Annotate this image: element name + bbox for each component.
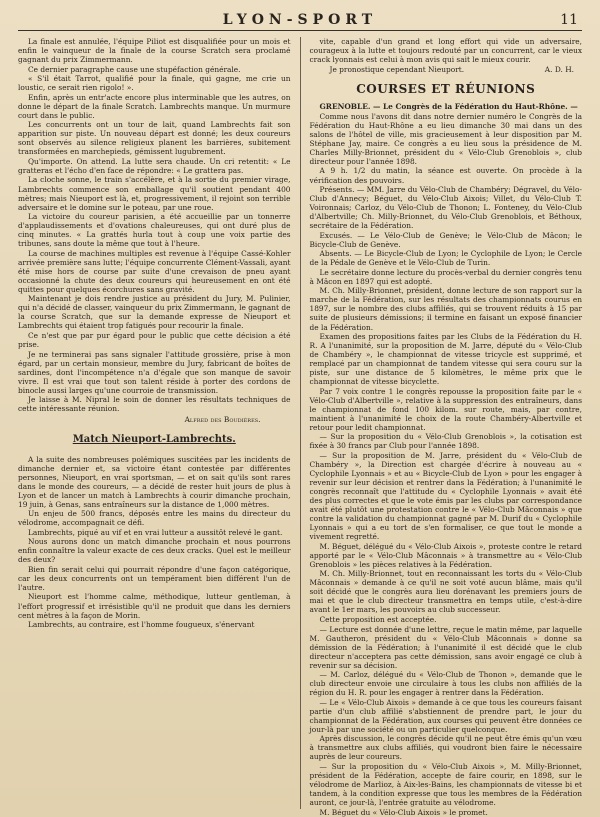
paragraph: — Sur la proposition du « Vélo-Club Aixois », M. Milly-Brionnet, président de la Fédération, accepte de faire courir, en 1898, sur le vélodrome de Marlioz, à Aix-les-Bains, les championnats de vitesse bi et tandem, à la condition expresse que tous les membres de la Fédération auront, ce jour-là, l'entrée gratuite au vélodrome. [309,762,582,808]
paragraph: Maintenant je dois rendre justice au président du Jury, M. Pulinier, qui n'a décidé de classer, vainqueur du prix Zimmermann, le gagnant de la course Scratch, que sur la demande expresse de Nieuport et Lambrechts qui étaient trop fatigués pour recourir la finale. [18,294,291,331]
paragraph: Par 7 voix contre 1 le congrès repousse la proposition faite par le « Vélo-Club d'Albertville », relative à la suppression des entraîneurs, dans le championnat de fond 100 kilom. sur route, mais, par contre, maintient à l'unanimité le choix de la route Chambéry-Albertville et retour pour ledit championnat. [309,386,582,432]
paragraph: Le secrétaire donne lecture du procès-verbal du dernier congrès tenu à Mâcon en 1897 qui est adopté. [309,267,582,286]
paragraph: Absents. — Le Bicycle-Club de Lyon; le Cyclophile de Lyon; le Cercle de la Pédale de Genève et le Vélo-Club de Turin. [309,249,582,268]
page-number: 11 [560,12,578,28]
paragraph: A la suite des nombreuses polémiques suscitées par les incidents de dimanche dernier et, sa victoire étant contestée par différentes personnes, Nieuport, en vrai sportsman, — et on sait qu'ils sont rares dans le monde des coureurs, — a décidé de rester huit jours de plus à Lyon et de lancer un match à Lambrechts à courir dimanche prochain, 19 juin, à Genas, sans entraîneurs sur la distance de 1,000 mètres. [18,454,291,509]
paragraph: Bien fin serait celui qui pourrait répondre d'une façon catégorique, car les deux concurrents ont un tempérament bien différent l'un de l'autre. [18,564,291,592]
match-article-body [18,455,291,630]
paragraph: Lambrechts, piqué au vif et en vrai lutteur a aussitôt relevé le gant. [28,527,283,537]
paragraph: Lambrechts, au contraire, est l'homme fougueux, s'énervant [28,620,255,630]
signature: Alfred des Boudières. [184,415,261,425]
paragraph: Je laisse à M. Nipral le soin de donner les résultats techniques de cette intéressante réunion. [18,395,291,414]
paragraph: La course de machines multiples est revenue à l'équipe Cassé-Kohler arrivée première sans lutte; l'équipe concurrente Clément-Vassali, ayant été mise hors de course par suite d'une crevaison de pneu ayant occasionné la chute des deux coureurs qui heureusement en ont été quittes pour quelques écorchures sans gravité. [18,248,291,294]
paragraph: — M. Carloz, délégué du « Vélo-Club de Thonon », demande que le club directeur envoie une circulaire à tous les clubs non affiliés de la région du H. R. pour les engager à rentrer dans la Fédération. [309,670,582,698]
paragraph: Présents. — MM. Jarre du Vélo-Club de Chambéry; Dégravel, du Vélo-Club d'Annecy; Béguet, du Vélo-Club Aixois; Villet, du Vélo-Club T. Voironnais; Carloz, du Vélo-Club de Thonon; L. Fonteney, du Vélo-Club d'Albertville; Ch. Milly-Brionnet, du Vélo-Club Grenoblois, et Béthoux, secrétaire de la Fédération. [309,185,582,231]
paragraph: Ce n'est que par pur égard pour le public que cette décision a été prise. [18,331,291,350]
section-heading: COURSES ET RÉUNIONS [356,81,536,96]
left-article-body [18,37,291,413]
paragraph: M. Béguet, délégué du « Vélo-Club Aixois », proteste contre le retard apporté par le « Vélo-Club Mâconnais » à transmettre au « Vélo-Club Grenoblois » les pièces relatives à la Fédération. [309,541,582,569]
columns [18,37,582,817]
match-heading: Match Nieuport-Lambrechts. [72,434,236,446]
left-column [18,37,301,809]
paragraph: — Le « Vélo-Club Aixois » demande à ce que tous les coureurs faisant partie d'un club affilié s'abstiennent de prendre part, le jour du championnat de la Fédération, aux courses qui peuvent être données ce jour-là par une société ou un particulier quelconque. [309,697,582,734]
page-header [18,10,582,31]
continuation-paragraph: vite, capable d'un grand et long effort qui vide un adversaire, courageux à la lutte et toujours redouté par un concurrent, car le vieux crack lyonnais est celui à mon avis qui sait le mieux courir. [309,37,582,65]
congress-article-body [310,112,583,817]
paragraph: Les concurrents ont un tour de lait, quand Lambrechts fait son apparition sur piste. Un nouveau départ est donné; les deux coureurs sont observés au silence religieux planent les barrières, subitement transformées en marchepieds, gémissent lugubrement. [18,120,291,157]
paragraph: A 9 h. 1/2 du matin, la séance est ouverte. On procède à la vérification des pouvoirs. [309,166,582,185]
paragraph: Comme nous l'avons dit dans notre dernier numéro le Congrès de la Fédération du Haut-Rhône a eu lieu dimanche 30 mai dans un des salons de l'hôtel de ville, mis gracieusement à leur disposition par M. Stéphane Jay, maire. Ce congrès a eu lieu sous la présidence de M. Charles Milly-Brionnet, président du « Vélo-Club Grenoblois », club directeur pour l'année 1898. [309,111,582,166]
paragraph: M. Béguet du « Vélo-Club Aixois » le promet. [319,807,488,817]
paragraph: Nieuport est l'homme calme, méthodique, lutteur gentleman, à l'effort progressif et irrésistible qu'il ne produit que dans les derniers cent mètres à la façon de Morin. [18,592,291,620]
paragraph: — Sur la proposition de M. Jarre, président du « Vélo-Club de Chambéry », la Direction est chargée d'écrire à nouveau au « Cyclophile Lyonnais » et au « Bicycle-Club de Lyon » pour les engager à revenir sur leur décision et rentrer dans la Fédération; à l'unanimité le congrès reconnaît que l'attitude du « Cyclophile Lyonnais » avait été des plus correctes et que le vote émis par les clubs par correspondance avait été plutôt une protestation contre le « Vélo-Club Mâconnais » que contre la validation du championnat gagné par M. Durif du « Cyclophile Lyonnais » qui a eu tort de s'en formaliser, ce que tout le monde a vivement regretté. [309,450,582,542]
paragraph: Examen des propositions faites par les Clubs de la Fédération du H. R. A l'unanimité, sur la proposition de M. Jarre, député du « Vélo-Club de Chambéry », le championnat de vitesse tricycle est supprimé, et remplacé par un championnat de tandem vitesse qui sera couru sur la piste, sur une distance de 5 kilomètres, le même prix que le championnat de vitesse bicyclette. [309,332,582,387]
paragraph: La cloche sonne, le train s'accélère, et à la sortie du premier virage, Lambrechts commence son emballage qu'il soutient pendant 400 mètres; mais Nieuport est là, et, progressivement, il rejoint son terrible adversaire et le domine sur le poteau, par une roue. [18,175,291,212]
paragraph: La finale est annulée, l'équipe Piliot est disqualifiée pour un mois et enfin le vainqueur de la finale de la course Scratch sera proclamé gagnant du prix Zimmermann. [18,37,291,65]
paragraph: Qu'importe. On attend. La lutte sera chaude. Un cri retentit: « Le gratteras et l'écho d'en face de répondre: « Le grattera pas. [18,156,291,175]
paragraph: Après discussion, le congrès décide qu'il ne peut être émis qu'un vœu à transmettre aux clubs affiliés, qui voudront bien faire le nécessaire auprès de leur coureurs. [309,734,582,762]
paragraph: — Sur la proposition du « Vélo-Club Grenoblois », la cotisation est fixée à 30 francs par Club pour l'année 1898. [309,432,582,451]
paragraph: — Lecture est donnée d'une lettre, reçue le matin même, par laquelle M. Gautheron, président du « Vélo-Club Mâconnais » donne sa démission de la Fédération; à l'unanimité il est décidé que le club directeur n'acceptera pas cette démission, sans avoir engagé ce club à revenir sur sa décision. [309,624,582,670]
paragraph: « S'il était Tarrot, qualifié pour la finale, qui gagne, me crie un loustic, ce serait rien rigolo! ». [18,74,291,93]
paragraph: M. Ch. Milly-Brionnet, président, donne lecture de son rapport sur la marche de la Fédération, sur les résultats des championnats courus en 1897, sur le nombre des clubs affiliés, qui se trouvent réduits à 15 par suite de plusieurs démissions; il termine en faisant un exposé financier de la Fédération. [309,286,582,332]
paragraph: Excusés. — Le Vélo-Club de Genève; le Vélo-Club de Mâcon; le Bicycle-Club de Genève. [309,230,582,249]
paragraph: Je ne terminerai pas sans signaler l'attitude grossière, prise à mon égard, par un certain monsieur, membre du Jury, fabricant de boîtes de sardines, dont l'incompétence n'a d'égale que son manque de savoir vivre. Il est vrai que tout son talent réside à porter des cordons de binocle aussi larges qu'une courroie de transmission. [18,349,291,395]
paragraph: Un enjeu de 500 francs, déposés entre les mains du directeur du vélodrome, accompagnait ce défi. [18,509,291,528]
paragraph: Nous aurons donc un match dimanche prochain et nous pourrons enfin connaître la valeur exacte de ces deux cracks. Quel est le meilleur des deux? [18,537,291,565]
paragraph: La victoire du coureur parisien, a été accueillie par un tonnerre d'applaudissements et d'ovations chaleureuses, qui ont duré plus de cinq minutes. « La grattés hurla tout à coup une voix partie des tribunes, sans doute la même que tout à l'heure. [18,212,291,249]
closing-line [310,65,583,74]
paragraph: Cette proposition est acceptée. [319,615,437,624]
paragraph: Enfin, après un entr'acte encore plus interminable que les autres, on donne le départ de la finale Scratch. Lambrechts manque. Un murmure court dans le public. [18,92,291,120]
right-column [301,37,583,817]
paragraph: M. Ch. Milly-Brionnet, tout en reconnaissant les torts du « Vélo-Club Mâconnais » demande à ce qu'il ne soit voté aucun blâme, mais qu'il soit décidé que le congrès aura lieu dorénavant les premiers jours de mai et que le club directeur transmettra en temps utile, c'est-à-dire avant le 1er mars, les pouvoirs au club successeur. [309,569,582,615]
grenoble-lead: GRENOBLE. — Le Congrès de la Fédération du Haut-Rhône. — [319,102,578,112]
paragraph: Ce dernier paragraphe cause une stupéfaction générale. [28,64,241,74]
masthead: LYON-SPORT [222,12,378,28]
prediction-text: Je pronostique cependant Nieuport. [329,64,465,74]
author-initials: A. D. H. [544,64,574,74]
